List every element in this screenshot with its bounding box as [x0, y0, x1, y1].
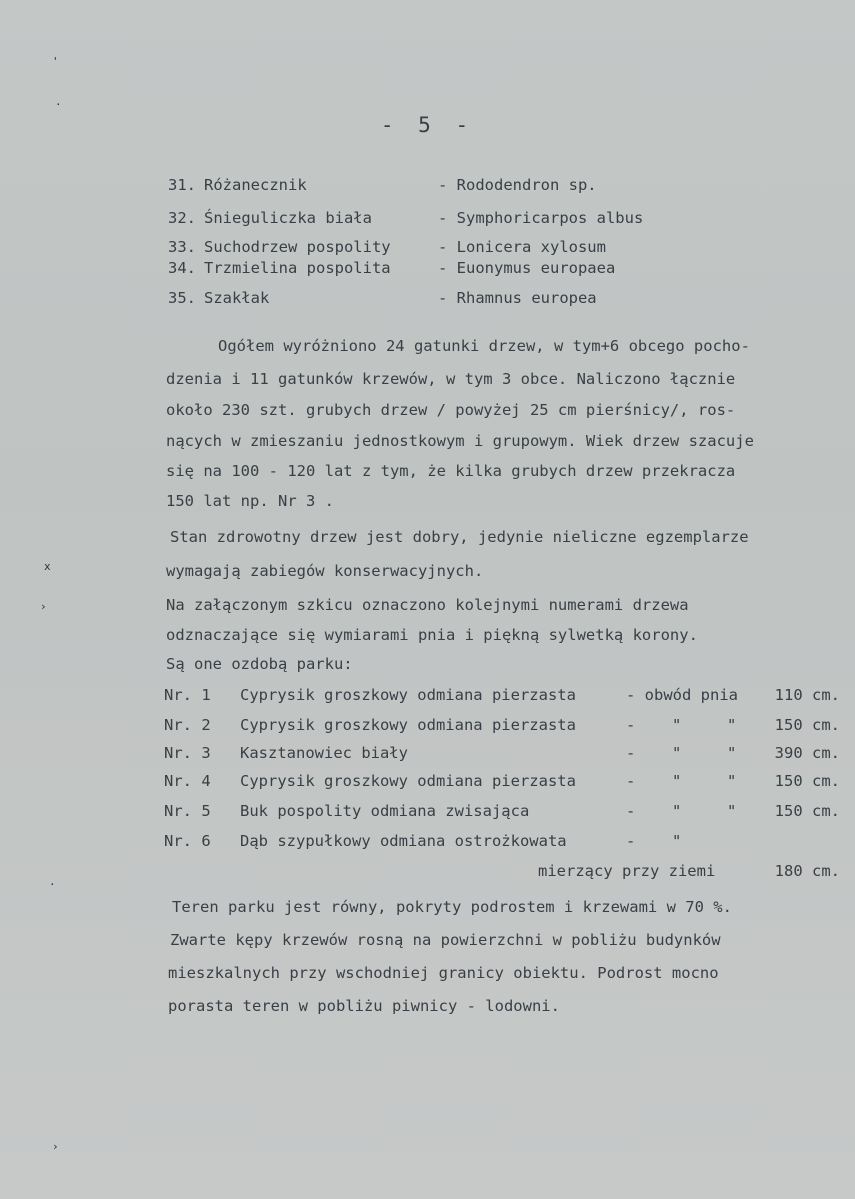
- ditto-mark: ": [727, 802, 737, 820]
- species-row: [168, 176, 808, 202]
- tree-circumference: 180 cm.: [774, 862, 840, 880]
- species-polish-name: Śnieguliczka biała: [204, 209, 372, 227]
- tree-name: Cyprysik groszkowy odmiana pierzasta: [240, 686, 576, 704]
- species-polish-name: Trzmielina pospolita: [204, 259, 391, 277]
- species-row: [168, 289, 808, 315]
- tree-name: Cyprysik groszkowy odmiana pierzasta: [240, 772, 576, 790]
- margin-mark: ·: [55, 98, 62, 111]
- text-line: odznaczające się wymiarami pnia i piękną sylwetką korony.: [166, 626, 698, 644]
- text-line: Na załączonym szkicu oznaczono kolejnymi numerami drzewa: [166, 596, 689, 614]
- ditto-mark: ": [672, 802, 682, 820]
- text-line: Są one ozdobą parku:: [166, 655, 353, 673]
- text-line: wymagają zabiegów konserwacyjnych.: [166, 562, 484, 580]
- species-number: 31.: [168, 176, 196, 194]
- text-line: nących w zmieszaniu jednostkowym i grupowym. Wiek drzew szacuje: [166, 432, 754, 450]
- species-latin-name: - Symphoricarpos albus: [438, 209, 644, 227]
- tree-dash: -: [626, 716, 636, 734]
- tree-row: [164, 802, 840, 830]
- ditto-mark: ": [672, 772, 682, 790]
- margin-mark: ·: [49, 878, 56, 891]
- species-number: 32.: [168, 209, 196, 227]
- ditto-mark: ": [672, 832, 682, 850]
- species-row: [168, 209, 808, 235]
- tree-row: [164, 686, 840, 714]
- tree-measure-note: mierzący przy ziemi: [538, 862, 716, 880]
- species-row: [168, 259, 808, 285]
- ditto-mark: ": [727, 716, 737, 734]
- margin-mark: ': [52, 55, 59, 68]
- tree-row: [164, 832, 840, 860]
- species-number: 35.: [168, 289, 196, 307]
- text-line: 150 lat np. Nr 3 .: [166, 492, 334, 510]
- tree-circumference: 390 cm.: [774, 744, 840, 762]
- tree-circumference: 150 cm.: [774, 772, 840, 790]
- species-latin-name: - Euonymus europaea: [438, 259, 616, 277]
- tree-dash: -: [626, 772, 636, 790]
- tree-name: Kasztanowiec biały: [240, 744, 408, 762]
- text-line: Ogółem wyróżniono 24 gatunki drzew, w tym+6 obcego pocho-: [218, 337, 750, 355]
- tree-measure-label: - obwód pnia: [626, 686, 738, 704]
- species-latin-name: - Rododendron sp.: [438, 176, 597, 194]
- species-polish-name: Szakłak: [204, 289, 270, 307]
- tree-name: Cyprysik groszkowy odmiana pierzasta: [240, 716, 576, 734]
- text-line: mieszkalnych przy wschodniej granicy obiektu. Podrost mocno: [168, 964, 719, 982]
- species-latin-name: - Lonicera xylosum: [438, 238, 606, 256]
- tree-number: Nr. 6: [164, 832, 211, 850]
- ditto-mark: ": [727, 772, 737, 790]
- margin-mark: ›: [40, 600, 47, 613]
- species-polish-name: Różanecznik: [204, 176, 307, 194]
- species-polish-name: Suchodrzew pospolity: [204, 238, 391, 256]
- tree-name: Dąb szypułkowy odmiana ostrożkowata: [240, 832, 567, 850]
- text-line: Stan zdrowotny drzew jest dobry, jedynie nieliczne egzemplarze: [170, 528, 749, 546]
- tree-number: Nr. 4: [164, 772, 211, 790]
- text-line: dzenia i 11 gatunków krzewów, w tym 3 obce. Naliczono łącznie: [166, 370, 736, 388]
- text-line: porasta teren w pobliżu piwnicy - lodowni.: [168, 997, 560, 1015]
- tree-row: [164, 772, 840, 800]
- species-latin-name: - Rhamnus europea: [438, 289, 597, 307]
- text-line: Teren parku jest równy, pokryty podrostem i krzewami w 70 %.: [172, 898, 732, 916]
- text-line: Zwarte kępy krzewów rosną na powierzchni w pobliżu budynków: [170, 931, 721, 949]
- species-number: 33.: [168, 238, 196, 256]
- tree-dash: -: [626, 832, 636, 850]
- margin-mark: x: [44, 560, 51, 573]
- tree-circumference: 150 cm.: [774, 802, 840, 820]
- tree-row: [164, 744, 840, 772]
- page-number: - 5 -: [380, 113, 475, 137]
- tree-number: Nr. 5: [164, 802, 211, 820]
- species-number: 34.: [168, 259, 196, 277]
- margin-mark: ›: [52, 1140, 59, 1153]
- tree-name: Buk pospolity odmiana zwisająca: [240, 802, 530, 820]
- tree-number: Nr. 3: [164, 744, 211, 762]
- tree-circumference: 110 cm.: [774, 686, 840, 704]
- tree-number: Nr. 2: [164, 716, 211, 734]
- ditto-mark: ": [672, 716, 682, 734]
- tree-row-continuation: [164, 862, 840, 890]
- tree-row: [164, 716, 840, 744]
- ditto-mark: ": [727, 744, 737, 762]
- text-line: około 230 szt. grubych drzew / powyżej 25 cm pierśnicy/, ros-: [166, 401, 736, 419]
- tree-dash: -: [626, 802, 636, 820]
- tree-circumference: 150 cm.: [774, 716, 840, 734]
- tree-dash: -: [626, 744, 636, 762]
- ditto-mark: ": [672, 744, 682, 762]
- tree-number: Nr. 1: [164, 686, 211, 704]
- text-line: się na 100 - 120 lat z tym, że kilka grubych drzew przekracza: [166, 462, 736, 480]
